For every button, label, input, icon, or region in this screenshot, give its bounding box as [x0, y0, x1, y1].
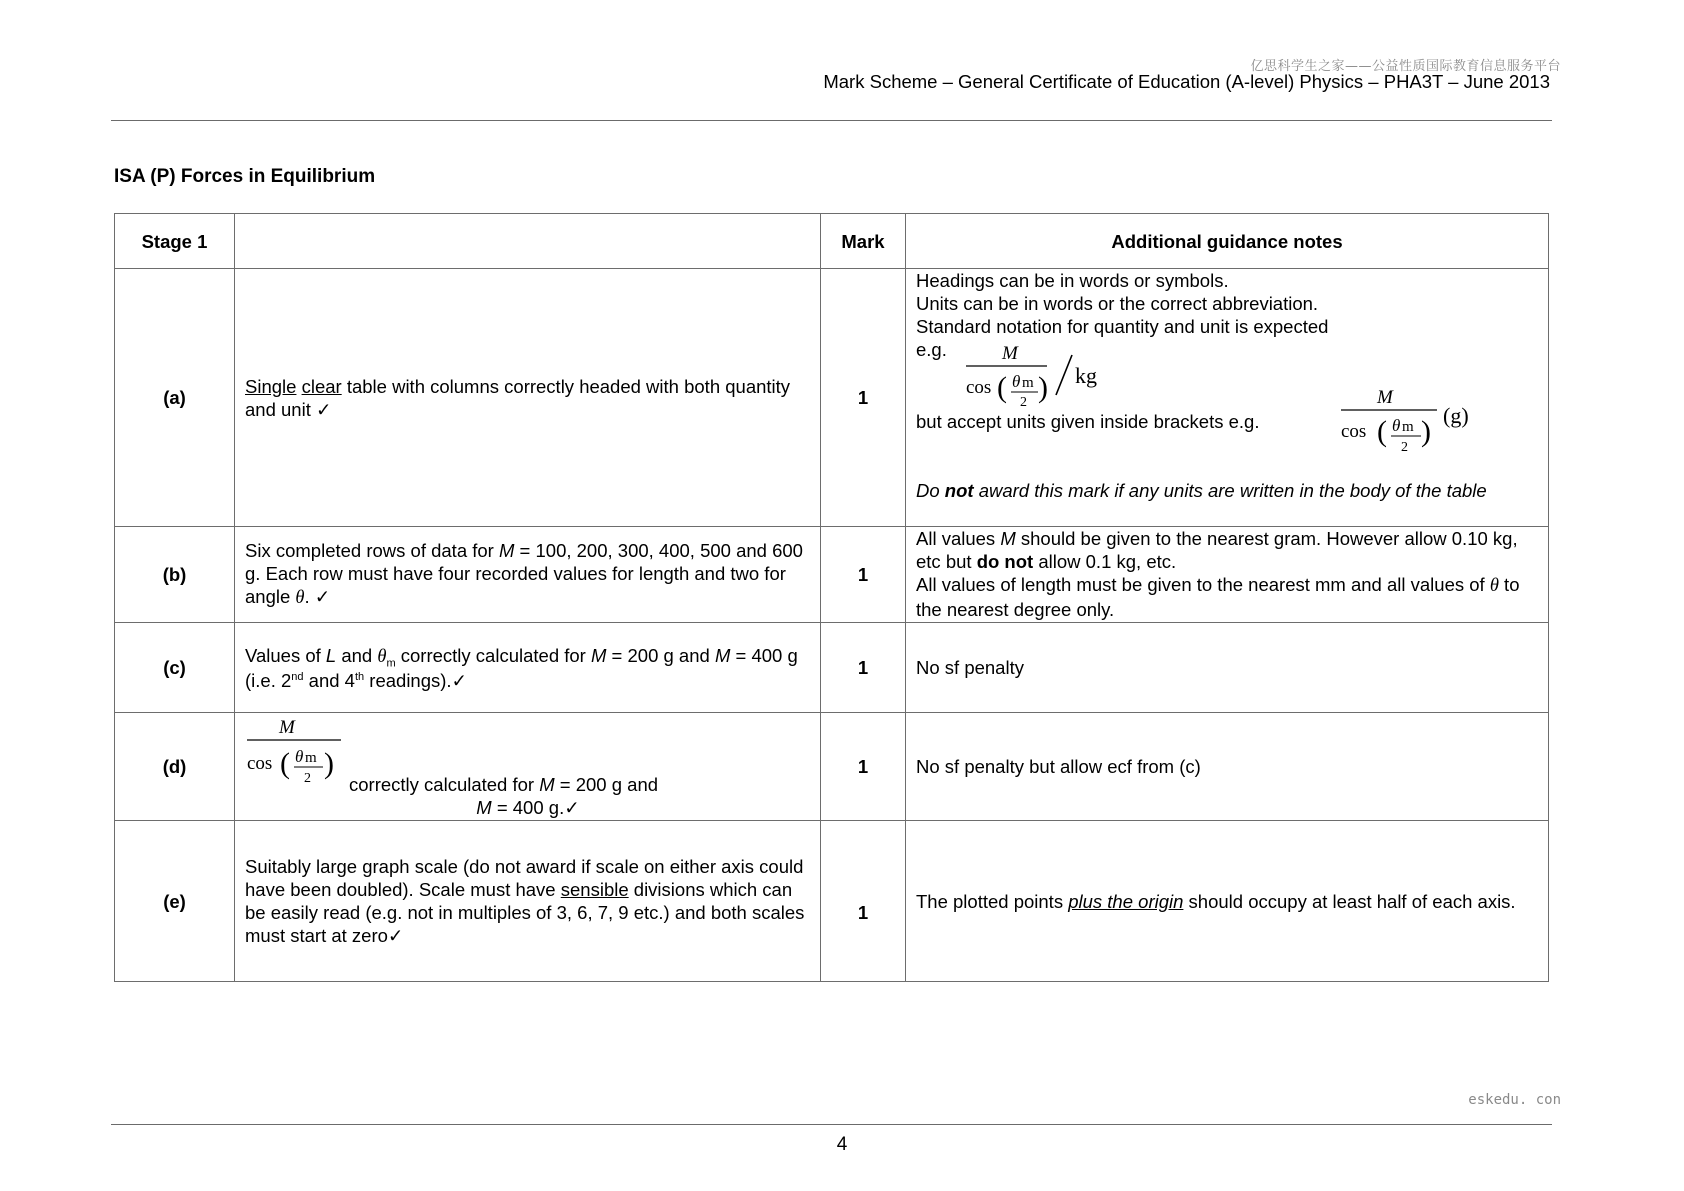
document-header-title: Mark Scheme – General Certificate of Education (A-level) Physics – PHA3T – June 2013 [823, 71, 1550, 92]
guidance-text: do not [976, 551, 1034, 572]
criteria-text: M [714, 644, 731, 666]
formula-sub: m [1402, 419, 1414, 435]
guidance-text: to the nearest degree only. [916, 574, 1520, 620]
criteria-text: = 400 g (i.e. 2 [245, 644, 798, 691]
formula-m-over-cos-kg [964, 343, 1114, 409]
criteria-text: = 100, 200, 300, 400, 500 and 600 g. Each row must have four recorded values for length and two for angle [245, 540, 803, 607]
row-label: (c) [115, 623, 235, 713]
guidance-text: should be given to the nearest gram. However allow 0.10 kg, etc but [916, 528, 1518, 572]
formula-denominator: 2 [1401, 440, 1408, 455]
header-watermark: 亿思科学生之家——公益性质国际教育信息服务平台 [1250, 59, 1561, 74]
formula-cos: cos [1341, 421, 1367, 442]
criteria-cell [235, 623, 821, 713]
formula-paren-left: ( [1377, 415, 1387, 448]
formula-sub: m [305, 750, 317, 766]
formula-paren-left: ( [280, 747, 290, 780]
mark-scheme-table [114, 213, 1549, 982]
section-title: ISA (P) Forces in Equilibrium [114, 166, 376, 187]
criteria-text: Single [245, 375, 297, 397]
criteria-text: θ [295, 588, 305, 608]
formula-theta: θ [295, 747, 304, 766]
criteria-text: m [386, 657, 396, 670]
table-header-row [115, 214, 1549, 269]
guidance-text: M [1000, 528, 1016, 549]
guidance-line: Headings can be in words or symbols. [916, 270, 1229, 291]
formula-m-over-cos-g [1339, 387, 1489, 457]
criteria-cell [235, 269, 821, 527]
mark-cell: 1 [821, 623, 906, 713]
guidance-text: should occupy at least half of each axis. [1183, 890, 1516, 912]
header-rule [111, 120, 1552, 121]
guidance-cell [906, 269, 1549, 527]
row-label: (b) [115, 527, 235, 623]
formula-theta: θ [1392, 416, 1401, 435]
formula-numerator: M [1377, 387, 1393, 408]
mark-cell: 1 [821, 527, 906, 623]
formula-denominator: 2 [1020, 395, 1027, 409]
criteria-line [245, 796, 811, 819]
guidance-line [916, 527, 1538, 573]
header-mark: Mark [821, 214, 906, 269]
criteria-cell [235, 713, 821, 821]
criteria-text: sensible [560, 879, 629, 900]
table-row [115, 713, 1549, 821]
criteria-text: divisions which can be easily read (e.g. not in multiples of 3, 6, 7, 9 etc.) and both scales must start at zero✓ [245, 879, 805, 946]
criteria-text: correctly calculated for [395, 644, 591, 666]
guidance-cell: No sf penalty [906, 623, 1549, 713]
formula-paren-right: ) [324, 747, 334, 780]
formula-unit: (g) [1443, 403, 1469, 428]
formula-paren-right: ) [1038, 371, 1048, 404]
guidance-line [916, 479, 1516, 502]
guidance-text: plus the origin [1068, 890, 1184, 912]
guidance-text: All values of length must be given to the nearest mm and all values of [916, 574, 1490, 595]
formula-cos: cos [966, 377, 992, 398]
formula-sub: m [1022, 375, 1034, 391]
footer-rule [111, 1124, 1552, 1125]
mark-cell: 1 [821, 269, 906, 527]
page-number: 4 [836, 1134, 848, 1155]
guidance-line: e.g. [916, 339, 947, 360]
criteria-text: M [476, 797, 492, 818]
criteria-text: and 4 [303, 669, 355, 691]
guidance-text: award this mark if any units are written in the body of the table [973, 480, 1487, 501]
formula-theta: θ [1012, 372, 1021, 391]
criteria-text: Values of [245, 644, 326, 666]
footer-watermark: eskedu. con [1468, 1092, 1561, 1108]
criteria-text: clear [301, 375, 342, 397]
guidance-text: All values [916, 528, 1001, 549]
mark-cell: 1 [821, 713, 906, 821]
table-row [115, 821, 1549, 982]
row-label: (a) [115, 269, 235, 527]
guidance-line: Standard notation for quantity and unit is expected [916, 316, 1329, 337]
formula-numerator: M [279, 717, 295, 738]
formula-paren-left: ( [997, 371, 1007, 404]
criteria-text: th [354, 670, 365, 683]
table-row [115, 623, 1549, 713]
criteria-text: = 400 g.✓ [491, 797, 580, 818]
header-stage: Stage 1 [115, 214, 235, 269]
mark-cell: 1 [821, 821, 906, 982]
criteria-text: . ✓ [304, 586, 331, 607]
formula-unit: kg [1075, 363, 1097, 388]
guidance-cell [906, 527, 1549, 623]
guidance-text: allow 0.1 kg, etc. [1033, 551, 1177, 572]
table-row [115, 527, 1549, 623]
header-guidance: Additional guidance notes [906, 214, 1549, 269]
criteria-text: readings).✓ [364, 669, 468, 691]
guidance-line: but accept units given inside brackets e.g. [916, 411, 1260, 432]
criteria-text: M [590, 644, 607, 666]
criteria-text: = 200 g and [606, 644, 715, 666]
criteria-text: table with columns correctly headed with both quantity and unit ✓ [245, 375, 791, 420]
formula-numerator: M [1002, 343, 1018, 364]
criteria-cell [235, 527, 821, 623]
formula-m-over-cos [245, 715, 355, 791]
criteria-text: Suitably large graph scale (do not award if scale on either axis could have been doubled). Scale must have [245, 856, 804, 900]
guidance-cell: No sf penalty but allow ecf from (c) [906, 713, 1549, 821]
formula-cos: cos [247, 753, 273, 774]
row-label: (d) [115, 713, 235, 821]
row-label: (e) [115, 821, 235, 982]
criteria-text: Six completed rows of data for [245, 540, 499, 561]
formula-denominator: 2 [304, 771, 311, 786]
criteria-text: = 200 g and [554, 774, 659, 795]
criteria-text: L [325, 644, 337, 666]
table-row [115, 269, 1549, 527]
guidance-text: The plotted points [916, 890, 1069, 912]
criteria-text: M [498, 540, 515, 561]
guidance-text: Do [916, 480, 945, 501]
criteria-text: nd [291, 670, 304, 683]
guidance-text: not [944, 480, 974, 501]
criteria-line [349, 773, 658, 796]
criteria-text: M [539, 774, 555, 795]
criteria-text: θ [377, 646, 387, 667]
guidance-line [916, 573, 1538, 621]
criteria-text: correctly calculated for [349, 774, 540, 795]
guidance-line: Units can be in words or the correct abbreviation. [916, 293, 1319, 314]
guidance-text: θ [1489, 576, 1499, 596]
criteria-cell [235, 821, 821, 982]
formula-paren-right: ) [1421, 415, 1431, 448]
guidance-cell [906, 821, 1549, 982]
header-criteria [235, 214, 821, 269]
criteria-text: and [336, 644, 378, 666]
